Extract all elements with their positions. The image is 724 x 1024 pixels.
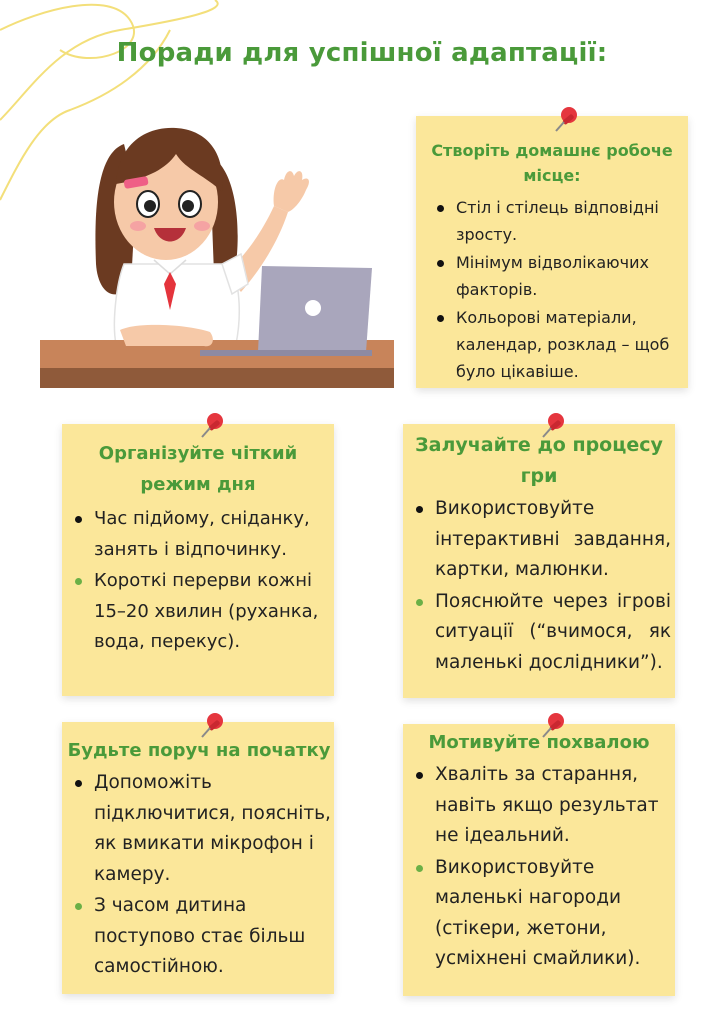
note-list [403,492,675,678]
list-item: Мінімум відволікаючих факторів. [430,249,682,303]
list-item: Пояснюйте через ігрові ситуації (“вчимося, як маленькі дослідники”). [409,587,671,679]
note-list [416,188,688,385]
list-item: Використовуйте інтерактивні завдання, картки, малюнки. [409,494,671,586]
pushpin-icon [552,104,582,134]
page-title: Поради для успішної адаптації: [116,38,608,68]
tip-note-workspace [416,116,688,388]
note-list [62,500,334,658]
list-item: Час підйому, сніданку, занять і відпочинку. [68,504,330,565]
list-item: Стіл і стілець відповідні зросту. [430,194,682,248]
list-item: Хваліть за старання, навіть якщо результат не ідеальний. [409,760,671,852]
pushpin-icon [198,710,228,740]
list-item: Кольорові матеріали, календар, розклад – щоб було цікавіше. [430,304,682,385]
tip-note-games [403,424,675,698]
note-list [62,764,334,983]
girl-at-laptop-illustration [36,114,400,392]
tip-note-schedule [62,424,334,696]
note-title: Створіть домашнє робоче місце: [431,141,673,185]
note-title: Залучайте до процесу гри [415,434,663,487]
list-item: Допоможіть підключитися, поясніть, як вмикати мікрофон і камеру. [68,768,334,890]
list-item: З часом дитина поступово стає більш самостійною. [68,891,334,983]
note-title: Будьте поруч на початку [67,740,331,761]
tip-note-be-near [62,722,334,994]
tip-note-praise [403,724,675,996]
list-item: Короткі перерви кожні 15–20 хвилин (руханка, вода, перекус). [68,566,330,658]
note-title: Мотивуйте похвалою [428,732,650,753]
list-item: Використовуйте маленькі нагороди (стікери, жетони, усміхнені смайлики). [409,853,671,975]
pushpin-icon [198,410,228,440]
note-list [403,756,675,975]
note-title: Організуйте чіткий режим дня [98,443,298,495]
pushpin-icon [539,710,569,740]
pushpin-icon [539,410,569,440]
